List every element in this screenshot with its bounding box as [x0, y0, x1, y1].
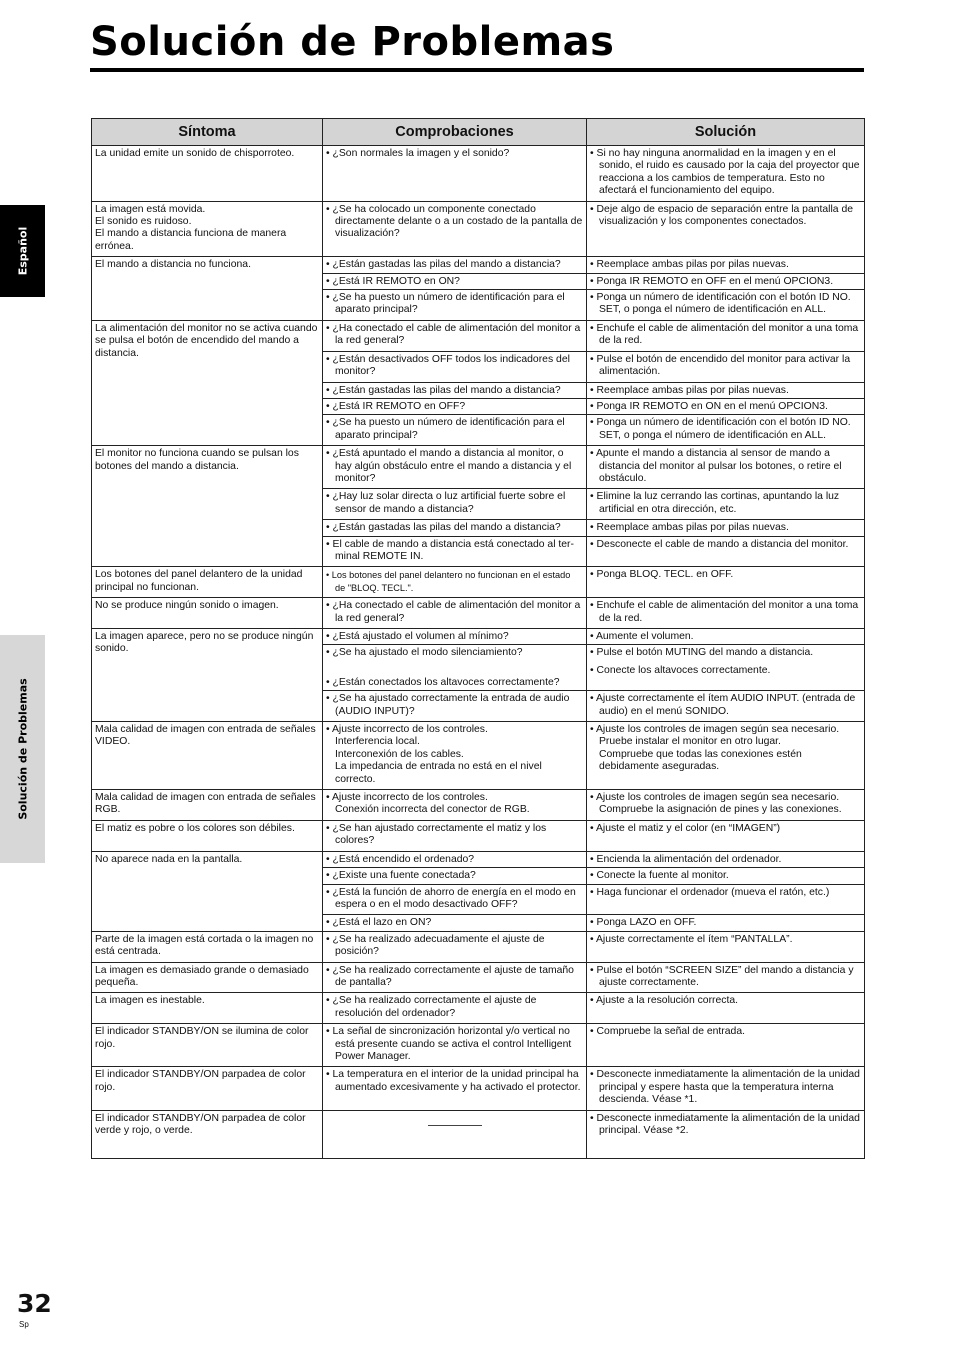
language-tab-label: Español	[16, 226, 30, 276]
check-cell: • ¿Se ha realizado correctamente el ajuste de tamaño de pantalla?	[323, 962, 587, 993]
check-cell: • ¿Está la función de ahorro de energía en el modo en espera o en el modo desactivado OFF?	[323, 884, 587, 915]
check-cell: • ¿Son normales la imagen y el sonido?	[323, 146, 587, 202]
solution-cell: • Apunte el mando a distancia al sensor de mando a distancia del monitor al pulsar los botones, o retire el obstáculo.	[587, 446, 865, 489]
check-cell: • ¿Se ha puesto un número de identificación para el aparato principal?	[323, 415, 587, 446]
solution-cell: • Ponga un número de identificación con el botón ID NO. SET, o ponga el número de identificación en ALL.	[587, 415, 865, 446]
check-cell: • ¿Existe una fuente conectada?	[323, 868, 587, 884]
check-cell: • ¿Se ha realizado adecuadamente el ajuste de posición?	[323, 931, 587, 962]
table-row	[92, 820, 865, 851]
symptom-cell: Mala calidad de imagen con entrada de señales RGB.	[92, 790, 323, 821]
solution-cell: • Ponga IR REMOTO en ON en el menú OPCION3.	[587, 398, 865, 414]
table-row	[92, 446, 865, 489]
page-language-code: Sp	[19, 1320, 29, 1329]
solution-cell: • Ajuste el matiz y el color (en “IMAGEN”)	[587, 820, 865, 851]
check-cell: • Ajuste incorrecto de los controles. Conexión incorrecta del conector de RGB.	[323, 790, 587, 821]
page-number: 32	[17, 1289, 52, 1318]
table-row	[92, 320, 865, 351]
check-cell	[323, 1110, 587, 1158]
solution-cell: • Ajuste a la resolución correcta.	[587, 993, 865, 1024]
solution-cell: • Ajuste los controles de imagen según sea necesario. Compruebe la asignación de pines y las conexiones.	[587, 790, 865, 821]
check-cell: • ¿Está ajustado el volumen al mínimo?	[323, 629, 587, 645]
table-row	[92, 931, 865, 962]
solution-cell: • Enchufe el cable de alimentación del monitor a una toma de la red.	[587, 598, 865, 629]
check-cell: • La temperatura en el interior de la unidad principal ha aumentado excesivamente y ha activado el protector.	[323, 1067, 587, 1110]
table-row	[92, 567, 865, 598]
title-rule	[90, 68, 864, 72]
solution-cell: • Ponga un número de identificación con el botón ID NO. SET, o ponga el número de identificación en ALL.	[587, 290, 865, 321]
solution-cell: • Pulse el botón MUTING del mando a distancia. • Conecte los altavoces correctamente.	[587, 645, 865, 691]
solution-cell: • Ajuste correctamente el ítem AUDIO INPUT. (entrada de audio) en el menú SONIDO.	[587, 691, 865, 722]
empty-dash	[428, 1125, 482, 1126]
check-cell: • La señal de sincronización horizontal y/o vertical no está presente cuando se activa el control Intelligent Power Manager.	[323, 1024, 587, 1067]
check-cell: • ¿Se ha ajustado el modo silenciamiento? • ¿Están conectados los altavoces correctamente?	[323, 645, 587, 691]
solution-cell: • Pulse el botón “SCREEN SIZE” del mando a distancia y ajuste correctamente.	[587, 962, 865, 993]
check-cell: • ¿Se ha realizado correctamente el ajuste de resolución del ordenador?	[323, 993, 587, 1024]
symptom-cell: El indicador STANDBY/ON parpadea de color rojo.	[92, 1067, 323, 1110]
check-cell: • El cable de mando a distancia está conectado al ter-minal REMOTE IN.	[323, 536, 587, 567]
table-row	[92, 851, 865, 867]
symptom-cell: El indicador STANDBY/ON se ilumina de color rojo.	[92, 1024, 323, 1067]
header-solution: Solución	[587, 119, 865, 146]
solution-cell: • Ponga IR REMOTO en OFF en el menú OPCION3.	[587, 273, 865, 289]
check-cell: • ¿Ha conectado el cable de alimentación del monitor a la red general?	[323, 598, 587, 629]
solution-cell: • Desconecte inmediatamente la alimentación de la unidad principal y espere hasta que la temperatura interna descienda. Véase *1.	[587, 1067, 865, 1110]
check-cell: • ¿Están gastadas las pilas del mando a distancia?	[323, 257, 587, 273]
table-row	[92, 146, 865, 202]
table-row	[92, 962, 865, 993]
symptom-cell: La unidad emite un sonido de chisporroteo.	[92, 146, 323, 202]
table-row	[92, 790, 865, 821]
language-tab	[0, 205, 45, 297]
table-row	[92, 1067, 865, 1110]
symptom-cell: El mando a distancia no funciona.	[92, 257, 323, 321]
table-row	[92, 598, 865, 629]
check-cell: • ¿Está el lazo en ON?	[323, 915, 587, 931]
page-title: Solución de Problemas	[90, 19, 615, 65]
section-tab	[0, 635, 45, 863]
symptom-cell: La alimentación del monitor no se activa cuando se pulsa el botón de encendido del mando a distancia.	[92, 320, 323, 445]
solution-cell: • Deje algo de espacio de separación entre la pantalla de visualización y los componentes conectados.	[587, 201, 865, 257]
solution-cell: • Conecte la fuente al monitor.	[587, 868, 865, 884]
check-cell: • Los botones del panel delantero no funcionan en el estado de "BLOQ. TECL.".	[323, 567, 587, 598]
check-cell: • ¿Está IR REMOTO en OFF?	[323, 398, 587, 414]
symptom-cell: El indicador STANDBY/ON parpadea de color verde y rojo, o verde.	[92, 1110, 323, 1158]
symptom-cell: La imagen es inestable.	[92, 993, 323, 1024]
solution-cell: • Aumente el volumen.	[587, 629, 865, 645]
solution-cell: • Haga funcionar el ordenador (mueva el ratón, etc.)	[587, 884, 865, 915]
symptom-cell: El monitor no funciona cuando se pulsan los botones del mando a distancia.	[92, 446, 323, 567]
table-row	[92, 722, 865, 790]
header-symptom: Síntoma	[92, 119, 323, 146]
solution-cell: • Enchufe el cable de alimentación del monitor a una toma de la red.	[587, 320, 865, 351]
solution-cell: • Reemplace ambas pilas por pilas nuevas.	[587, 382, 865, 398]
table-row	[92, 1024, 865, 1067]
solution-cell: • Desconecte inmediatamente la alimentación de la unidad principal. Véase *2.	[587, 1110, 865, 1158]
symptom-cell: No se produce ningún sonido o imagen.	[92, 598, 323, 629]
solution-cell: • Pulse el botón de encendido del monitor para activar la alimentación.	[587, 351, 865, 382]
section-tab-label: Solución de Problemas	[16, 678, 30, 820]
table-row	[92, 201, 865, 257]
symptom-cell: Mala calidad de imagen con entrada de señales VIDEO.	[92, 722, 323, 790]
header-checks: Comprobaciones	[323, 119, 587, 146]
table-row	[92, 257, 865, 273]
table-row	[92, 1110, 865, 1158]
check-cell: • ¿Ha conectado el cable de alimentación del monitor a la red general?	[323, 320, 587, 351]
solution-cell: • Si no hay ninguna anormalidad en la imagen y en el sonido, el ruido es causado por la caja del proyector que reacciona a los cambios de temperatura. Esto no afectará el funcionamiento del equipo.	[587, 146, 865, 202]
check-cell: • ¿Hay luz solar directa o luz artificial fuerte sobre el sensor de mando a distancia?	[323, 489, 587, 520]
solution-cell: • Ponga LAZO en OFF.	[587, 915, 865, 931]
symptom-cell: Parte de la imagen está cortada o la imagen no está centrada.	[92, 931, 323, 962]
check-cell: • ¿Se ha ajustado correctamente la entrada de audio (AUDIO INPUT)?	[323, 691, 587, 722]
solution-cell: • Encienda la alimentación del ordenador.	[587, 851, 865, 867]
symptom-cell: La imagen es demasiado grande o demasiado pequeña.	[92, 962, 323, 993]
check-cell: • ¿Está IR REMOTO en ON?	[323, 273, 587, 289]
check-cell: • ¿Está encendido el ordenado?	[323, 851, 587, 867]
check-cell: • ¿Están gastadas las pilas del mando a distancia?	[323, 382, 587, 398]
check-cell: • ¿Se han ajustado correctamente el matiz y los colores?	[323, 820, 587, 851]
symptom-cell: El matiz es pobre o los colores son débiles.	[92, 820, 323, 851]
solution-cell: • Compruebe la señal de entrada.	[587, 1024, 865, 1067]
solution-cell: • Desconecte el cable de mando a distancia del monitor.	[587, 536, 865, 567]
check-cell: • ¿Se ha puesto un número de identificación para el aparato principal?	[323, 290, 587, 321]
solution-cell: • Ponga BLOQ. TECL. en OFF.	[587, 567, 865, 598]
solution-cell: • Elimine la luz cerrando las cortinas, apuntando la luz artificial en otra dirección, etc.	[587, 489, 865, 520]
troubleshooting-table	[91, 118, 865, 1159]
symptom-cell: La imagen está movida. El sonido es ruidoso. El mando a distancia funciona de manera errónea.	[92, 201, 323, 257]
check-cell: • ¿Se ha colocado un componente conectado directamente delante o a un costado de la pantalla de visualización?	[323, 201, 587, 257]
check-cell: • Ajuste incorrecto de los controles. Interferencia local. Interconexión de los cables. La impedancia de entrada no está en el nivel correcto.	[323, 722, 587, 790]
check-cell: • ¿Están desactivados OFF todos los indicadores del monitor?	[323, 351, 587, 382]
table-row	[92, 993, 865, 1024]
table-header-row	[92, 119, 865, 146]
symptom-cell: No aparece nada en la pantalla.	[92, 851, 323, 931]
solution-cell: • Ajuste correctamente el ítem “PANTALLA”.	[587, 931, 865, 962]
solution-cell: • Reemplace ambas pilas por pilas nuevas.	[587, 257, 865, 273]
symptom-cell: La imagen aparece, pero no se produce ningún sonido.	[92, 629, 323, 722]
symptom-cell: Los botones del panel delantero de la unidad principal no funcionan.	[92, 567, 323, 598]
table-row	[92, 629, 865, 645]
solution-cell: • Reemplace ambas pilas por pilas nuevas.	[587, 520, 865, 536]
solution-cell: • Ajuste los controles de imagen según sea necesario. Pruebe instalar el monitor en otro lugar. Compruebe que todas las conexiones estén debidamente aseguradas.	[587, 722, 865, 790]
check-cell: • ¿Están gastadas las pilas del mando a distancia?	[323, 520, 587, 536]
check-cell: • ¿Está apuntado el mando a distancia al monitor, o hay algún obstáculo entre el mando a distancia y el monitor?	[323, 446, 587, 489]
